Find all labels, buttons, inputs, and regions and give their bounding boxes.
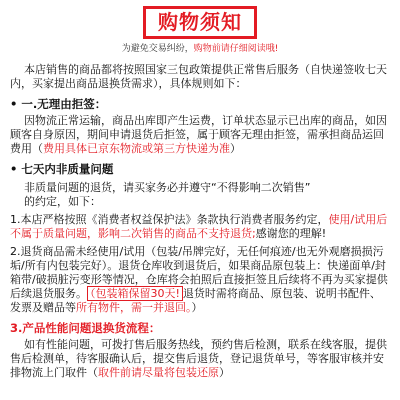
notice-content xyxy=(0,63,400,380)
section3-body-highlight: 取件前请尽量将包装还原 xyxy=(98,366,219,379)
section1-heading-text: 一.无理由拒签： xyxy=(21,97,107,111)
section1-body-highlight: 费用具体已京东物流或第三方快递为准 xyxy=(43,142,230,155)
section1-body xyxy=(10,114,390,156)
item2-text: 2.退货商品需未经使用/试用（包装/吊牌完好，无任何痕迹/也无外观磨损损污垢/所有内包装完好）。退货仓库收到退货后，如果商品原包装上：快递面单/封箱带/破损脏污变形等情况，仓库将会拍照后直接拒签且后续将不再为买家提供后续退货服务。 xyxy=(10,245,388,300)
section3-heading xyxy=(10,321,390,336)
section3-body-end: ） xyxy=(219,366,230,379)
section1-bullet: • xyxy=(10,97,18,111)
item1-end: 感谢您的理解! xyxy=(255,227,327,240)
subtitle-highlight: 购物前请仔细阅读哦! xyxy=(193,44,279,54)
section2-heading xyxy=(10,162,390,177)
item2-keep-box-tag: （包装箱保留30天! xyxy=(87,286,183,301)
subtitle xyxy=(0,44,400,55)
item1-text: 1.本店严格按照《消费者权益保护法》条款执行消费者服务约定， xyxy=(10,213,329,226)
section3-body-text: 如有性能问题，可拨打售后服务热线，预约售后检测，联系在线客服，提供售后检测单，待客服确认后，提交售后退货，登记退货单号，等客服审核并安排物流上门取件（ xyxy=(10,338,387,379)
section2-heading-text: 七天内非质量问题 xyxy=(21,162,114,176)
section1-heading xyxy=(10,97,390,112)
item2-highlight: 所有物件，需一并退回。 xyxy=(76,301,192,314)
page-title: 购物须知 xyxy=(143,6,257,39)
item2-close: ） xyxy=(191,301,203,314)
section2-bullet: • xyxy=(10,162,18,176)
subtitle-text: 为避免交易纠纷， xyxy=(121,44,194,54)
section2-intro-cont: 的约定，如下： xyxy=(24,195,101,208)
title-area xyxy=(0,0,400,39)
section2-item1 xyxy=(10,213,390,241)
intro-paragraph: 本店销售的商品都将按照国家三包政策提供正常售后服务（自快递签收七天内，买家提出商品退换货需求），具体规则如下： xyxy=(10,63,387,90)
section2-item2 xyxy=(10,245,390,315)
section3-heading-text: 3.产品性能问题退换货流程： xyxy=(10,321,161,335)
item1-highlight: 使用/试用后不属于质量问题，影响二次销售的商品不支持退货; xyxy=(10,213,388,240)
section2-intro: 非质量问题的退货，请买家务必并遵守“不得影响二次销售” xyxy=(24,181,311,194)
section1-body-end: ） xyxy=(230,142,241,155)
section1-body-text: 因物流正常运输，商品出库即产生运费，订单状态显示已出库的商品，如因顾客自身原因，期间申请退货后拒签，属于顾客无理由拒签，需承担商品运回费用（ xyxy=(10,114,387,155)
item2-mid: 退货时需将商品、原包装、说明书配件、发票及赠品等 xyxy=(10,287,381,314)
section3-body xyxy=(10,338,390,380)
